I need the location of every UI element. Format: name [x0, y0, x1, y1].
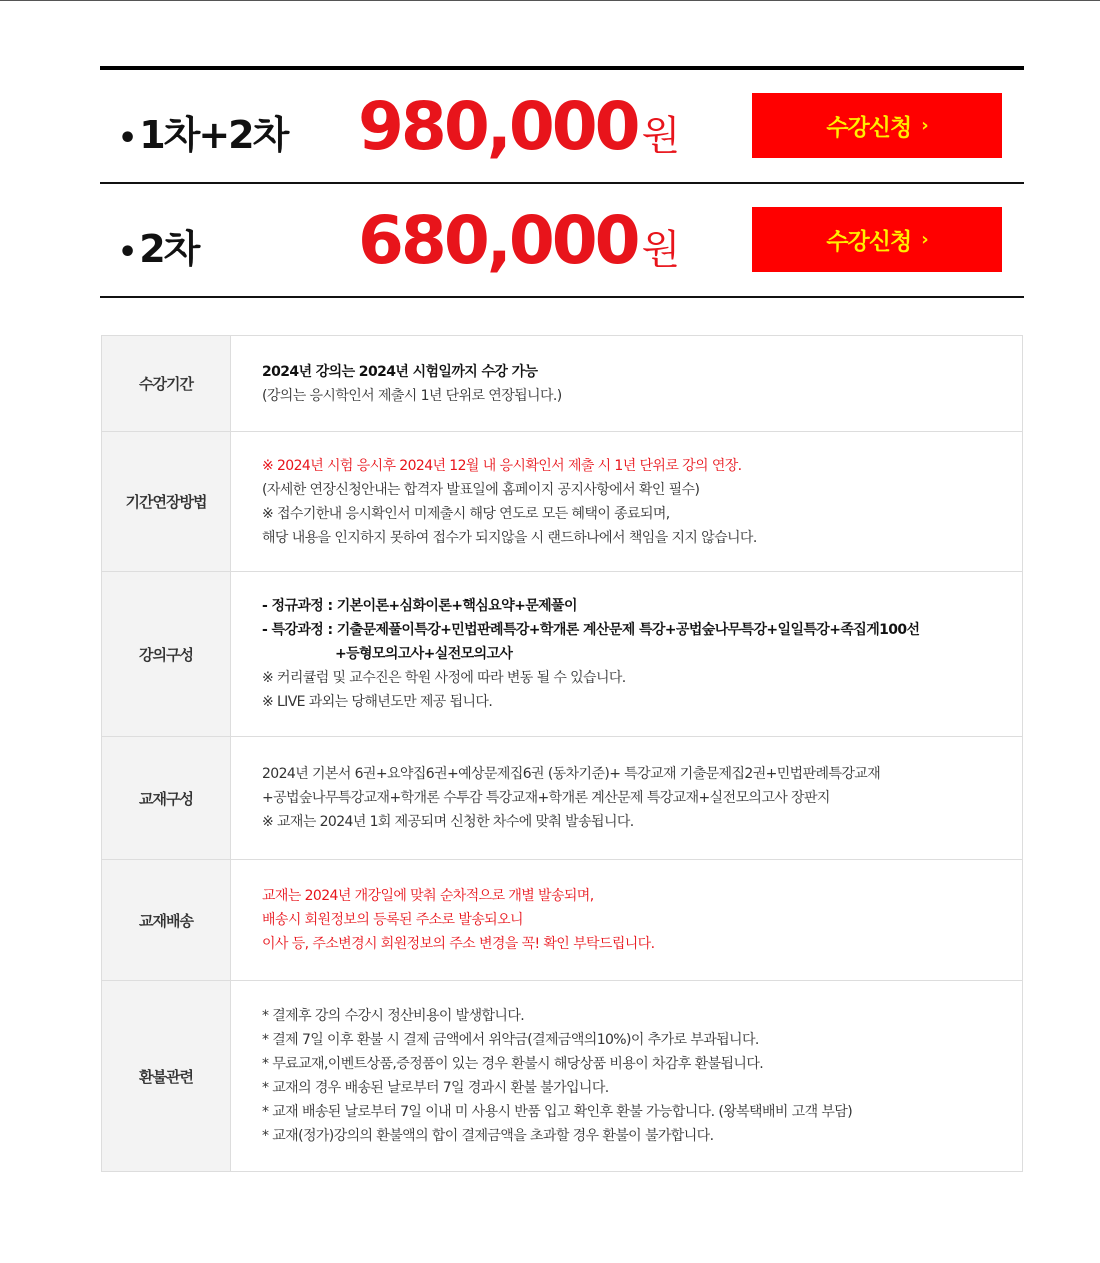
row-header-delivery: 교재배송: [102, 860, 231, 981]
row-content-delivery: 교재는 2024년 개강일에 맞춰 순차적으로 개별 발송되며, 배송시 회원정보의 등록된 주소로 발송되오니 이사 등, 주소변경시 회원정보의 주소 변경을 꼭! 확인 부탁드립니다.: [231, 860, 1023, 981]
top-divider: [0, 0, 1100, 1]
row-delivery: [102, 860, 1023, 981]
price-list: [100, 66, 1024, 298]
row-header-books: 교재구성: [102, 737, 231, 860]
row-header-extension: 기간연장방법: [102, 432, 231, 572]
row-content-extension: ※ 2024년 시험 응시후 2024년 12월 내 응시확인서 제출 시 1년 단위로 강의 연장. (자세한 연장신청안내는 합격자 발표일에 홈페이지 공지사항에서 확인 필수) ※ 접수기한내 응시확인서 미제출시 해당 연도로 모든 혜택이 종료되며, 해당 내용을 인지하지 못하여 접수가 되지않을 시 랜드하나에서 책임을 지지 않습니다.: [231, 432, 1023, 572]
price-row-1-2: [100, 70, 1024, 184]
row-content-refund: * 결제후 강의 수강시 정산비용이 발생합니다. * 결제 7일 이후 환불 시 결제 금액에서 위약금(결제금액의10%)이 추가로 부과됩니다. * 무료교재,이벤트상품,증정품이 있는 경우 환불시 해당상품 비용이 차감후 환불됩니다. * 교재의 경우 배송된 날로부터 7일 경과시 환불 불가입니다. * 교재 배송된 날로부터 7일 이내 미 사용시 반품 입고 확인후 환불 가능합니다. (왕복택배비 고객 부담) * 교재(정가)강의의 환불액의 합이 결제금액을 초과할 경우 환불이 불가합니다.: [231, 981, 1023, 1172]
price-unit: 원: [641, 227, 681, 273]
course-name: • 1차+2차: [118, 113, 288, 157]
row-books: [102, 737, 1023, 860]
row-content-books: 2024년 기본서 6권+요약집6권+예상문제집6권 (동차기준)+ 특강교재 기출문제집2권+민법판례특강교재 +공법숲나무특강교재+학개론 수투감 특강교재+학개론 계산문제 특강교재+실전모의고사 장판지 ※ 교재는 2024년 1회 제공되며 신청한 차수에 맞춰 발송됩니다.: [231, 737, 1023, 860]
course-price: 980,000 원: [358, 88, 681, 165]
course-price: 680,000 원: [358, 202, 681, 279]
price-row-2: [100, 184, 1024, 298]
row-header-composition: 강의구성: [102, 572, 231, 737]
row-header-refund: 환불관련: [102, 981, 231, 1172]
row-composition: [102, 572, 1023, 737]
row-content-period: 2024년 강의는 2024년 시험일까지 수강 가능 (강의는 응시학인서 제출시 1년 단위로 연장됩니다.): [231, 336, 1023, 432]
row-content-composition: - 정규과정 : 기본이론+심화이론+핵심요약+문제풀이 - 특강과정 : 기출문제풀이특강+민법판례특강+학개론 계산문제 특강+공법숲나무특강+일일특강+족집게100선 +등형모의고사+실전모의고사 ※ 커리큘럼 및 교수진은 학원 사정에 따라 변동 될 수 있습니다. ※ LIVE 과외는 당해년도만 제공 됩니다.: [231, 572, 1023, 737]
enroll-button-2[interactable]: 수강신청 ›: [752, 207, 1002, 272]
row-extension: [102, 432, 1023, 572]
row-period: [102, 336, 1023, 432]
course-name: • 2차: [118, 227, 199, 271]
enroll-button-1-2[interactable]: 수강신청 ›: [752, 93, 1002, 158]
chevron-right-icon: ›: [921, 229, 928, 250]
row-refund: [102, 981, 1023, 1172]
price-unit: 원: [641, 113, 681, 159]
chevron-right-icon: ›: [921, 115, 928, 136]
row-header-period: 수강기간: [102, 336, 231, 432]
course-info-table: [101, 335, 1023, 1172]
